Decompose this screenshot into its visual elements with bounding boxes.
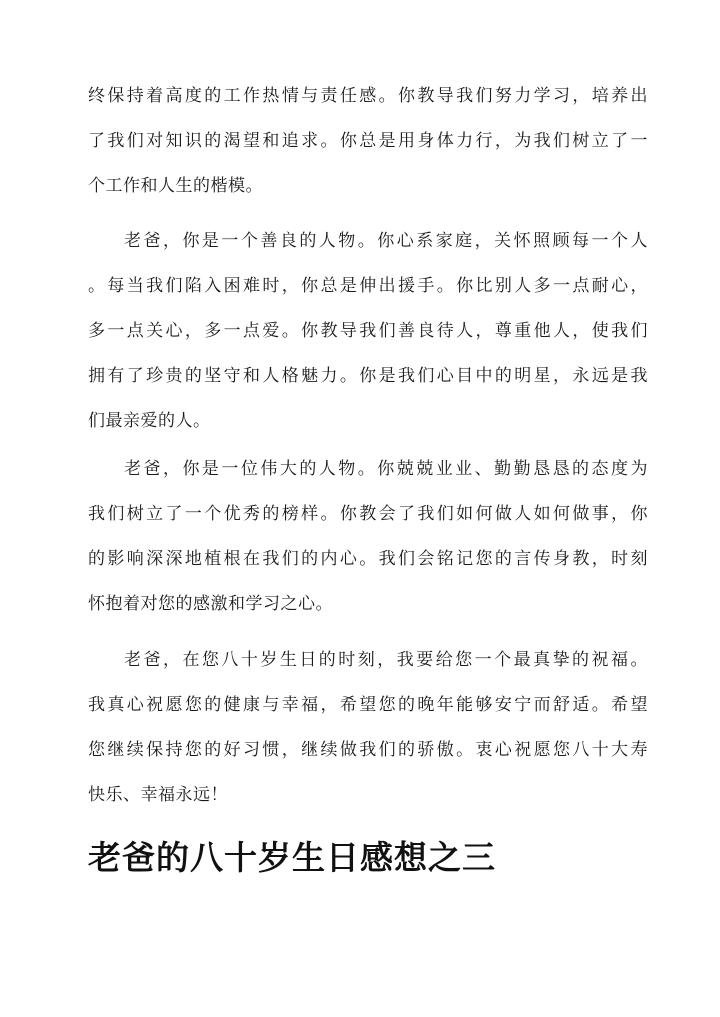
- paragraph-line: 的影响深深地植根在我们的内心。我们会铭记您的言传身教，时刻: [88, 549, 648, 569]
- paragraph-line: 多一点关心，多一点爱。你教导我们善良待人，尊重他人，使我们: [88, 321, 648, 341]
- paragraph-line: 老爸，你是一个善良的人物。你心系家庭，关怀照顾每一个人: [124, 231, 648, 251]
- paragraph-4: [88, 652, 648, 832]
- paragraph-3: [88, 461, 648, 641]
- paragraph-line: 拥有了珍贵的坚守和人格魅力。你是我们心目中的明星，永远是我: [88, 366, 648, 386]
- paragraph-line: 老爸，你是一位伟大的人物。你兢兢业业、勤勤恳恳的态度为: [124, 459, 648, 479]
- paragraph-line: 们最亲爱的人。: [88, 411, 211, 431]
- paragraph-2: [88, 233, 648, 458]
- paragraph-line: 快乐、幸福永远！: [88, 785, 228, 805]
- section-heading: 老爸的八十岁生日感想之三: [88, 838, 496, 877]
- paragraph-line: 。每当我们陷入困难时，你总是伸出援手。你比别人多一点耐心，: [88, 276, 648, 296]
- paragraph-line: 您继续保持您的好习惯，继续做我们的骄傲。衷心祝愿您八十大寿: [88, 740, 648, 760]
- paragraph-line: 终保持着高度的工作热情与责任感。你教导我们努力学习，培养出: [88, 86, 648, 106]
- paragraph-line: 怀抱着对您的感激和学习之心。: [88, 594, 333, 614]
- paragraph-line: 了我们对知识的渴望和追求。你总是用身体力行，为我们树立了一: [88, 131, 648, 151]
- paragraph-line: 我真心祝愿您的健康与幸福，希望您的晚年能够安宁而舒适。希望: [88, 695, 648, 715]
- paragraph-line: 个工作和人生的楷模。: [88, 176, 263, 196]
- paragraph-line: 老爸，在您八十岁生日的时刻，我要给您一个最真挚的祝福。: [124, 650, 648, 670]
- paragraph-1: [88, 88, 648, 223]
- paragraph-line: 我们树立了一个优秀的榜样。你教会了我们如何做人如何做事，你: [88, 504, 648, 524]
